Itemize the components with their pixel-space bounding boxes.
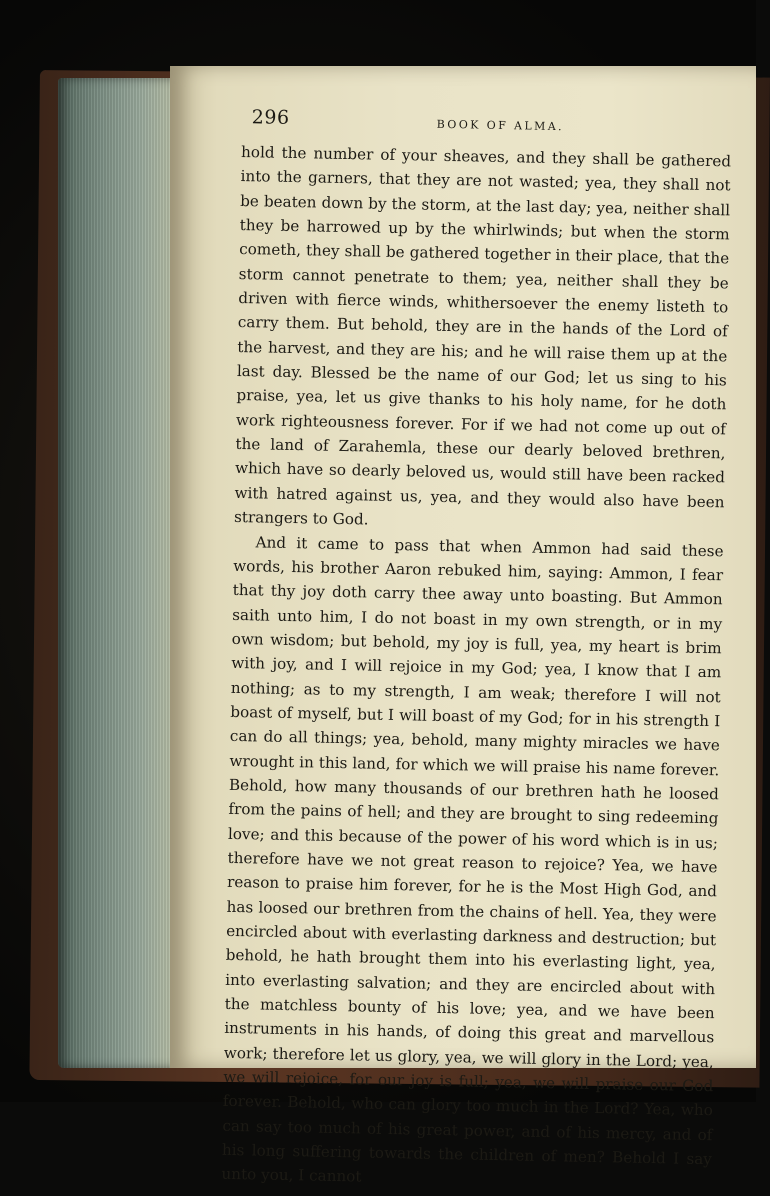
book-page <box>170 66 756 1186</box>
paragraph-continuation: hold the number of your sheaves, and they shall be gathered into the garners, that they are not wasted; yea, they shall not be beaten down by the storm, at the last day; yea, neither shall they be harrowed up by the whirlwinds; but when the storm cometh, they shall be gathered together in their place, that the storm cannot penetrate to them; yea, neither shall they be driven with fierce winds, whithersoever the enemy listeth to carry them. But behold, they are in the hands of the Lord of the harvest, and they are his; and he will raise them up at the last day. Blessed be the name of our God; let us sing to his praise, yea, let us give thanks to his holy name, for he doth work righteousness forever. For if we had not come up out of the land of Zarahemla, these our dearly beloved brethren, which have so dearly beloved us, would still have been racked with hatred against us, yea, and they would also have been strangers to God. <box>233 142 732 529</box>
page-content <box>221 106 732 1196</box>
page-edges <box>58 78 176 1068</box>
page-number: 296 <box>251 106 290 129</box>
paragraph-ammon: And it came to pass that when Ammon had said these words, his brother Aaron rebuked him, saying: Ammon, I fear that thy joy doth carry thee away unto boasting. But Ammon saith unto him, I do not boast in my own strength, or in my own wisdom; but behold, my joy is full, yea, my heart is brim with joy, and I will rejoice in my God; yea, I know that I am nothing; as to my strength, I am weak; therefore I will not boast of myself, but I will boast of my God; for in his strength I can do all things; yea, behold, many mighty miracles we have wrought in this land, for which we will praise his name forever. Behold, how many thousands of our brethren hath he loosed from the pains of hell; and they are brought to sing redeeming love; and this because of the power of his word which is in us; therefore have we not great reason to rejoice? Yea, we have reason to praise him forever, for he is the Most High God, and has loosed our brethren from the chains of hell. Yea, they were encircled about with everlasting darkness and destruction; but behold, he hath brought them into his everlasting light, yea, into everlasting salvation; and they are encircled about with the matchless bounty of his love; yea, and we have been instruments in his hands, of doing this great and marvellous work; therefore let us glory, yea, we will glory in the Lord; yea, we will rejoice, for our joy is full; yea, we will praise our God forever. Behold, who can glory too much in the Lord? Yea, who can say too much of his great power, and of his mercy, and of his long suffering towards the children of men? Behold I say unto you, I cannot <box>221 532 724 1186</box>
running-title: BOOK OF ALMA. <box>436 117 565 134</box>
body-text <box>221 140 731 1196</box>
